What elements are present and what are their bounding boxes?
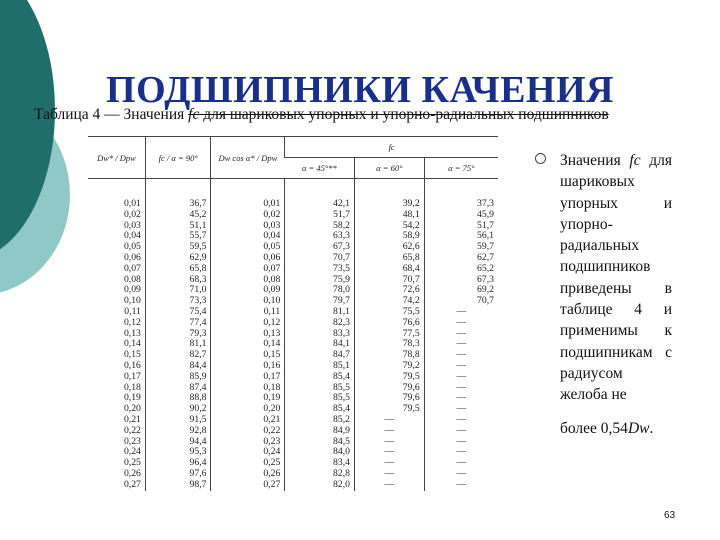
table-cell: 0,09 bbox=[123, 284, 141, 296]
table-cell: 0,15 bbox=[211, 350, 285, 361]
table-cell: 59,7 bbox=[424, 242, 498, 253]
table-cell: — bbox=[354, 469, 424, 480]
table-row bbox=[88, 361, 498, 372]
table-cell: 79,3 bbox=[145, 329, 211, 340]
table-cell: 82,0 bbox=[285, 480, 355, 491]
table-cell: 0,23 bbox=[211, 437, 285, 448]
fc-values-table bbox=[88, 136, 498, 491]
table-cell: 85,5 bbox=[285, 383, 355, 394]
table-cell: — bbox=[424, 469, 498, 480]
table-row bbox=[88, 264, 498, 275]
table-cell: 0,07 bbox=[211, 264, 285, 275]
table-row bbox=[88, 242, 498, 253]
side-text-prefix: Значения bbox=[560, 152, 630, 169]
table-cell: — bbox=[354, 437, 424, 448]
table-cell: 68,4 bbox=[354, 264, 424, 275]
side-paragraph bbox=[560, 150, 672, 406]
table-cell: 36,7 bbox=[145, 179, 211, 210]
table-cell: 0,05 bbox=[123, 241, 141, 253]
table-cell: 96,4 bbox=[145, 458, 211, 469]
table-cell: 79,2 bbox=[354, 361, 424, 372]
table-cell: 83,4 bbox=[285, 458, 355, 469]
table-cell: 0,15 bbox=[123, 349, 141, 361]
table-cell: 0,21 bbox=[211, 415, 285, 426]
table-cell: 75,5 bbox=[354, 307, 424, 318]
table-cell: 0,18 bbox=[123, 381, 141, 393]
table-cell: 77,4 bbox=[145, 318, 211, 329]
table-cell: 48,1 bbox=[354, 210, 424, 221]
table-row bbox=[88, 383, 498, 394]
table-cell: 0,09 bbox=[211, 285, 285, 296]
table-cell: 84,5 bbox=[285, 437, 355, 448]
side-extra-prefix: более 0,54 bbox=[560, 420, 628, 437]
table-row bbox=[88, 437, 498, 448]
table-row bbox=[88, 393, 498, 404]
table-cell: 42,1 bbox=[285, 179, 355, 210]
table-cell: — bbox=[424, 361, 498, 372]
table-row bbox=[88, 447, 498, 458]
side-fc-symbol: fc bbox=[629, 152, 641, 169]
table-cell: — bbox=[424, 480, 498, 491]
table-cell: 0,27 bbox=[211, 480, 285, 491]
table-cell: 88,8 bbox=[145, 393, 211, 404]
table-cell: 65,8 bbox=[145, 264, 211, 275]
table-cell: 84,9 bbox=[285, 426, 355, 437]
table-cell: 84,7 bbox=[285, 350, 355, 361]
table-cell: 79,5 bbox=[354, 404, 424, 415]
table-cell: — bbox=[424, 458, 498, 469]
table-cell: 84,4 bbox=[145, 361, 211, 372]
table-cell: 65,2 bbox=[424, 264, 498, 275]
table-cell: 73,5 bbox=[285, 264, 355, 275]
table-row bbox=[88, 253, 498, 264]
table-cell: 0,18 bbox=[211, 383, 285, 394]
table-cell: 75,4 bbox=[145, 307, 211, 318]
table-row bbox=[88, 426, 498, 437]
header-alpha-75: α = 75° bbox=[424, 158, 498, 179]
table-body bbox=[88, 179, 498, 491]
table-cell: 56,1 bbox=[424, 231, 498, 242]
table-cell: 0,23 bbox=[123, 435, 141, 447]
table-caption bbox=[34, 106, 720, 124]
table-cell: 0,08 bbox=[211, 275, 285, 286]
table-cell: 67,3 bbox=[424, 275, 498, 286]
table-cell: 0,24 bbox=[211, 447, 285, 458]
table-cell: 90,2 bbox=[145, 404, 211, 415]
header-fc-group: fc bbox=[285, 137, 498, 158]
table-cell: 94,4 bbox=[145, 437, 211, 448]
table-cell: 0,12 bbox=[211, 318, 285, 329]
table-cell: — bbox=[424, 307, 498, 318]
table-cell: 70,7 bbox=[424, 296, 498, 307]
table-cell: 74,2 bbox=[354, 296, 424, 307]
table-cell: 0,25 bbox=[211, 458, 285, 469]
slide-title: ПОДШИПНИКИ КАЧЕНИЯ bbox=[106, 69, 614, 111]
table-cell: 0,27 bbox=[123, 478, 141, 490]
caption-fc-symbol: fc bbox=[188, 106, 200, 123]
table-row bbox=[88, 275, 498, 286]
table-cell: 54,2 bbox=[354, 221, 424, 232]
table-cell: — bbox=[424, 318, 498, 329]
table-row bbox=[88, 329, 498, 340]
table-cell: 79,6 bbox=[354, 393, 424, 404]
table-cell: 0,08 bbox=[123, 273, 141, 285]
table-cell: 0,25 bbox=[123, 457, 141, 469]
table-cell: 0,26 bbox=[211, 469, 285, 480]
table-cell: 76,6 bbox=[354, 318, 424, 329]
table-cell: 77,5 bbox=[354, 329, 424, 340]
side-dw-symbol: Dw bbox=[627, 420, 650, 437]
table-row bbox=[88, 285, 498, 296]
table-cell: — bbox=[424, 404, 498, 415]
scanned-table bbox=[88, 136, 498, 531]
table-cell: 62,7 bbox=[424, 253, 498, 264]
table-cell: — bbox=[424, 372, 498, 383]
table-cell: 85,2 bbox=[285, 415, 355, 426]
table-cell: 58,2 bbox=[285, 221, 355, 232]
table-row bbox=[88, 231, 498, 242]
table-cell: — bbox=[424, 447, 498, 458]
table-row bbox=[88, 296, 498, 307]
table-cell: 0,17 bbox=[123, 370, 141, 382]
side-text-body: для шариковых упорных и упорно-радиальных подшипников приведены в таблице 4 и применимы к подшипникам с радиусом желоба не bbox=[560, 152, 672, 404]
table-cell: 91,5 bbox=[145, 415, 211, 426]
table-row bbox=[88, 179, 498, 210]
table-cell: 0,06 bbox=[123, 251, 141, 263]
table-row bbox=[88, 350, 498, 361]
table-row bbox=[88, 480, 498, 491]
table-cell: 75,9 bbox=[285, 275, 355, 286]
table-cell: 0,10 bbox=[123, 295, 141, 307]
table-cell: 51,1 bbox=[145, 221, 211, 232]
table-cell: 0,04 bbox=[211, 231, 285, 242]
table-cell: 71,0 bbox=[145, 285, 211, 296]
side-paragraph-end bbox=[560, 420, 675, 438]
table-cell: 70,7 bbox=[354, 275, 424, 286]
table-cell: 0,11 bbox=[124, 305, 141, 317]
table-cell: 79,6 bbox=[354, 383, 424, 394]
table-cell: 79,5 bbox=[354, 372, 424, 383]
table-cell: 0,20 bbox=[211, 404, 285, 415]
table-cell: 0,16 bbox=[123, 359, 141, 371]
table-cell: 97,6 bbox=[145, 469, 211, 480]
table-cell: 37,3 bbox=[424, 179, 498, 210]
table-cell: — bbox=[354, 458, 424, 469]
table-cell: 83,3 bbox=[285, 329, 355, 340]
table-row bbox=[88, 221, 498, 232]
table-cell: 72,6 bbox=[354, 285, 424, 296]
table-cell: 70,7 bbox=[285, 253, 355, 264]
table-cell: 0,14 bbox=[123, 338, 141, 350]
table-row bbox=[88, 469, 498, 480]
table-cell: 78,0 bbox=[285, 285, 355, 296]
table-cell: 69,2 bbox=[424, 285, 498, 296]
table-cell: — bbox=[424, 383, 498, 394]
side-extra-suffix: . bbox=[649, 420, 654, 437]
table-cell: 0,05 bbox=[211, 242, 285, 253]
table-cell: — bbox=[424, 329, 498, 340]
table-cell: 84,1 bbox=[285, 339, 355, 350]
header-dw-dpw: Dw* / Dpw bbox=[88, 137, 145, 179]
table-cell: 59,5 bbox=[145, 242, 211, 253]
table-cell: 0,01 bbox=[123, 198, 141, 209]
table-row bbox=[88, 210, 498, 221]
table-cell: 0,12 bbox=[123, 316, 141, 328]
table-cell: 87,4 bbox=[145, 383, 211, 394]
table-cell: 0,22 bbox=[211, 426, 285, 437]
table-cell: 95,3 bbox=[145, 447, 211, 458]
table-cell: 0,01 bbox=[211, 179, 285, 210]
table-cell: 0,16 bbox=[211, 361, 285, 372]
table-cell: 45,2 bbox=[145, 210, 211, 221]
table-cell: — bbox=[354, 426, 424, 437]
table-cell: 51,7 bbox=[424, 221, 498, 232]
table-cell: 79,7 bbox=[285, 296, 355, 307]
table-cell: 62,6 bbox=[354, 242, 424, 253]
table-cell: 82,3 bbox=[285, 318, 355, 329]
table-cell: 55,7 bbox=[145, 231, 211, 242]
table-cell: 78,8 bbox=[354, 350, 424, 361]
bullet-icon bbox=[535, 153, 546, 164]
table-cell: 85,4 bbox=[285, 372, 355, 383]
table-cell: 0,19 bbox=[211, 393, 285, 404]
table-cell: 85,5 bbox=[285, 393, 355, 404]
table-cell: 65,8 bbox=[354, 253, 424, 264]
header-alpha-45: α = 45°** bbox=[285, 158, 355, 179]
table-cell: 84,0 bbox=[285, 447, 355, 458]
table-cell: — bbox=[424, 393, 498, 404]
table-cell: 68,3 bbox=[145, 275, 211, 286]
table-row bbox=[88, 318, 498, 329]
table-cell: 0,17 bbox=[211, 372, 285, 383]
caption-suffix: для шариковых упорных и упорно-радиальных подшипников bbox=[199, 106, 609, 123]
table-cell: 0,13 bbox=[211, 329, 285, 340]
header-alpha-60: α = 60° bbox=[354, 158, 424, 179]
table-cell: 0,20 bbox=[123, 403, 141, 415]
caption-strikethrough bbox=[188, 106, 609, 123]
table-cell: 67,3 bbox=[285, 242, 355, 253]
table-cell: 81,1 bbox=[145, 339, 211, 350]
table-row bbox=[88, 415, 498, 426]
table-cell: 0,03 bbox=[211, 221, 285, 232]
table-cell: 0,24 bbox=[123, 446, 141, 458]
table-row bbox=[88, 307, 498, 318]
table-cell: — bbox=[354, 447, 424, 458]
header-dw-cos-alpha: Dw cos α* / Dpw bbox=[211, 137, 285, 179]
table-cell: 63,3 bbox=[285, 231, 355, 242]
table-cell: 78,3 bbox=[354, 339, 424, 350]
table-cell: 0,03 bbox=[123, 219, 141, 231]
table-cell: 85,1 bbox=[285, 361, 355, 372]
table-cell: 0,07 bbox=[123, 262, 141, 274]
table-cell: 82,7 bbox=[145, 350, 211, 361]
table-cell: 0,06 bbox=[211, 253, 285, 264]
table-cell: 82,8 bbox=[285, 469, 355, 480]
table-row bbox=[88, 458, 498, 469]
table-cell: 0,11 bbox=[211, 307, 285, 318]
table-cell: 81,1 bbox=[285, 307, 355, 318]
table-cell: 0,02 bbox=[123, 208, 141, 220]
table-cell: — bbox=[354, 415, 424, 426]
table-cell: 92,8 bbox=[145, 426, 211, 437]
table-cell: 0,13 bbox=[123, 327, 141, 339]
table-cell: — bbox=[424, 350, 498, 361]
table-row bbox=[88, 404, 498, 415]
table-cell: 73,3 bbox=[145, 296, 211, 307]
table-cell: 0,04 bbox=[123, 230, 141, 242]
table-cell: — bbox=[354, 480, 424, 491]
caption-prefix: Таблица 4 — Значения bbox=[34, 106, 189, 123]
table-cell: 51,7 bbox=[285, 210, 355, 221]
table-cell: 0,19 bbox=[123, 392, 141, 404]
table-cell: — bbox=[424, 426, 498, 437]
table-cell: 0,10 bbox=[211, 296, 285, 307]
table-cell: 62,9 bbox=[145, 253, 211, 264]
table-cell: 0,02 bbox=[211, 210, 285, 221]
table-cell: 0,22 bbox=[123, 424, 141, 436]
table-cell: 85,9 bbox=[145, 372, 211, 383]
page-number: 63 bbox=[664, 510, 676, 521]
table-cell: 0,14 bbox=[211, 339, 285, 350]
table-cell: 98,7 bbox=[145, 480, 211, 491]
table-cell: — bbox=[424, 415, 498, 426]
table-cell: 39,2 bbox=[354, 179, 424, 210]
table-cell: — bbox=[424, 437, 498, 448]
table-row bbox=[88, 372, 498, 383]
table-cell: 0,26 bbox=[123, 467, 141, 479]
header-fc-90: fc / α = 90° bbox=[145, 137, 211, 179]
table-cell: 58,9 bbox=[354, 231, 424, 242]
table-cell: 45,9 bbox=[424, 210, 498, 221]
table-cell: 85,4 bbox=[285, 404, 355, 415]
table-cell: — bbox=[424, 339, 498, 350]
table-cell: 0,21 bbox=[123, 413, 141, 425]
table-row bbox=[88, 339, 498, 350]
